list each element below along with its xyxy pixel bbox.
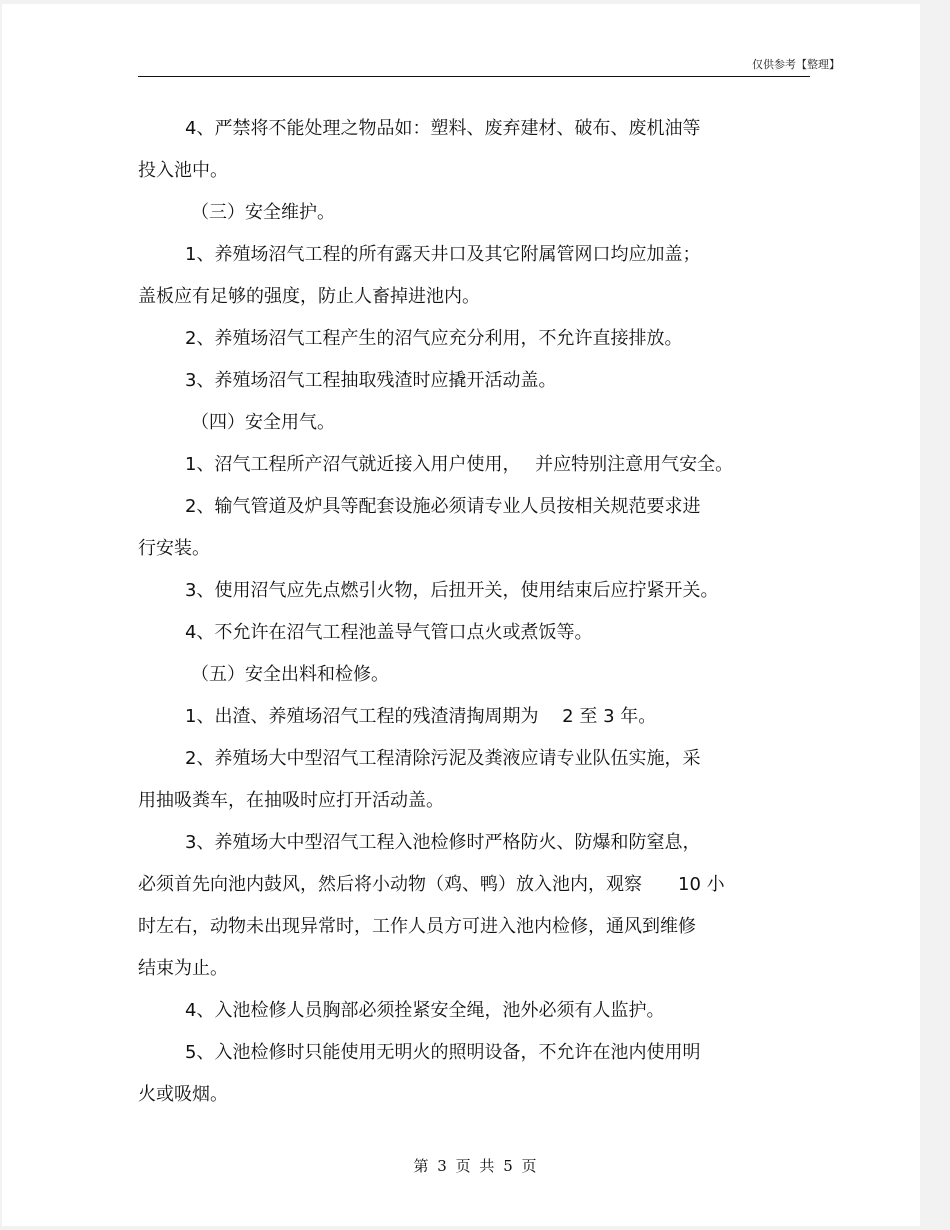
paragraph-line: 1、出渣、养殖场沼气工程的残渣清掏周期为 2 至 3 年。	[185, 706, 657, 727]
paragraph-line: 时左右，动物未出现异常时，工作人员方可进入池内检修，通风到维修	[138, 916, 696, 937]
paragraph-line: 行安装。	[138, 538, 210, 559]
page-number-footer	[0, 1155, 950, 1176]
paragraph-line: 3、使用沼气应先点燃引火物，后扭开关，使用结束后应拧紧开关。	[185, 580, 719, 601]
paragraph-line: 用抽吸粪车，在抽吸时应打开活动盖。	[138, 790, 444, 811]
footer-total-pages: 5	[503, 1157, 513, 1175]
paragraph-line: 2、养殖场沼气工程产生的沼气应充分利用，不允许直接排放。	[185, 328, 683, 349]
paragraph-line: 1、养殖场沼气工程的所有露天井口及其它附属管网口均应加盖；	[185, 244, 701, 265]
paragraph-line: 4、不允许在沼气工程池盖导气管口点火或煮饭等。	[185, 622, 593, 643]
footer-page-word: 页	[455, 1157, 471, 1175]
section-heading: （五）安全出料和检修。	[191, 664, 389, 685]
paragraph-line: 4、严禁将不能处理之物品如：塑料、废弃建材、破布、废机油等	[185, 118, 701, 139]
paragraph-line: 2、输气管道及炉具等配套设施必须请专业人员按相关规范要求进	[185, 496, 701, 517]
paragraph-line: 火或吸烟。	[138, 1084, 228, 1105]
paragraph-line: 投入池中。	[138, 160, 228, 181]
paragraph-line: 5、入池检修时只能使用无明火的照明设备，不允许在池内使用明	[185, 1042, 701, 1063]
footer-prefix: 第	[413, 1157, 429, 1175]
paragraph-line: 结束为止。	[138, 958, 228, 979]
paragraph-line: 1、沼气工程所产沼气就近接入用户使用， 并应特别注意用气安全。	[185, 454, 734, 475]
header-rule	[138, 76, 810, 77]
body-text	[138, 108, 818, 1116]
paragraph-line: 必须首先向池内鼓风，然后将小动物（鸡、鸭）放入池内，观察 10 小	[138, 874, 725, 895]
footer-total-word: 共	[479, 1157, 495, 1175]
paragraph-line: 3、养殖场大中型沼气工程入池检修时严格防火、防爆和防窒息，	[185, 832, 701, 853]
footer-suffix: 页	[521, 1157, 537, 1175]
header-label: 仅供参考【整理】	[752, 58, 840, 71]
paragraph-line: 4、入池检修人员胸部必须拴紧安全绳，池外必须有人监护。	[185, 1000, 665, 1021]
paragraph-line: 盖板应有足够的强度，防止人畜掉进池内。	[138, 286, 480, 307]
section-heading: （三）安全维护。	[191, 202, 335, 223]
section-heading: （四）安全用气。	[191, 412, 335, 433]
footer-current-page: 3	[437, 1157, 447, 1175]
paragraph-line: 2、养殖场大中型沼气工程清除污泥及粪液应请专业队伍实施，采	[185, 748, 701, 769]
paragraph-line: 3、养殖场沼气工程抽取残渣时应撬开活动盖。	[185, 370, 557, 391]
